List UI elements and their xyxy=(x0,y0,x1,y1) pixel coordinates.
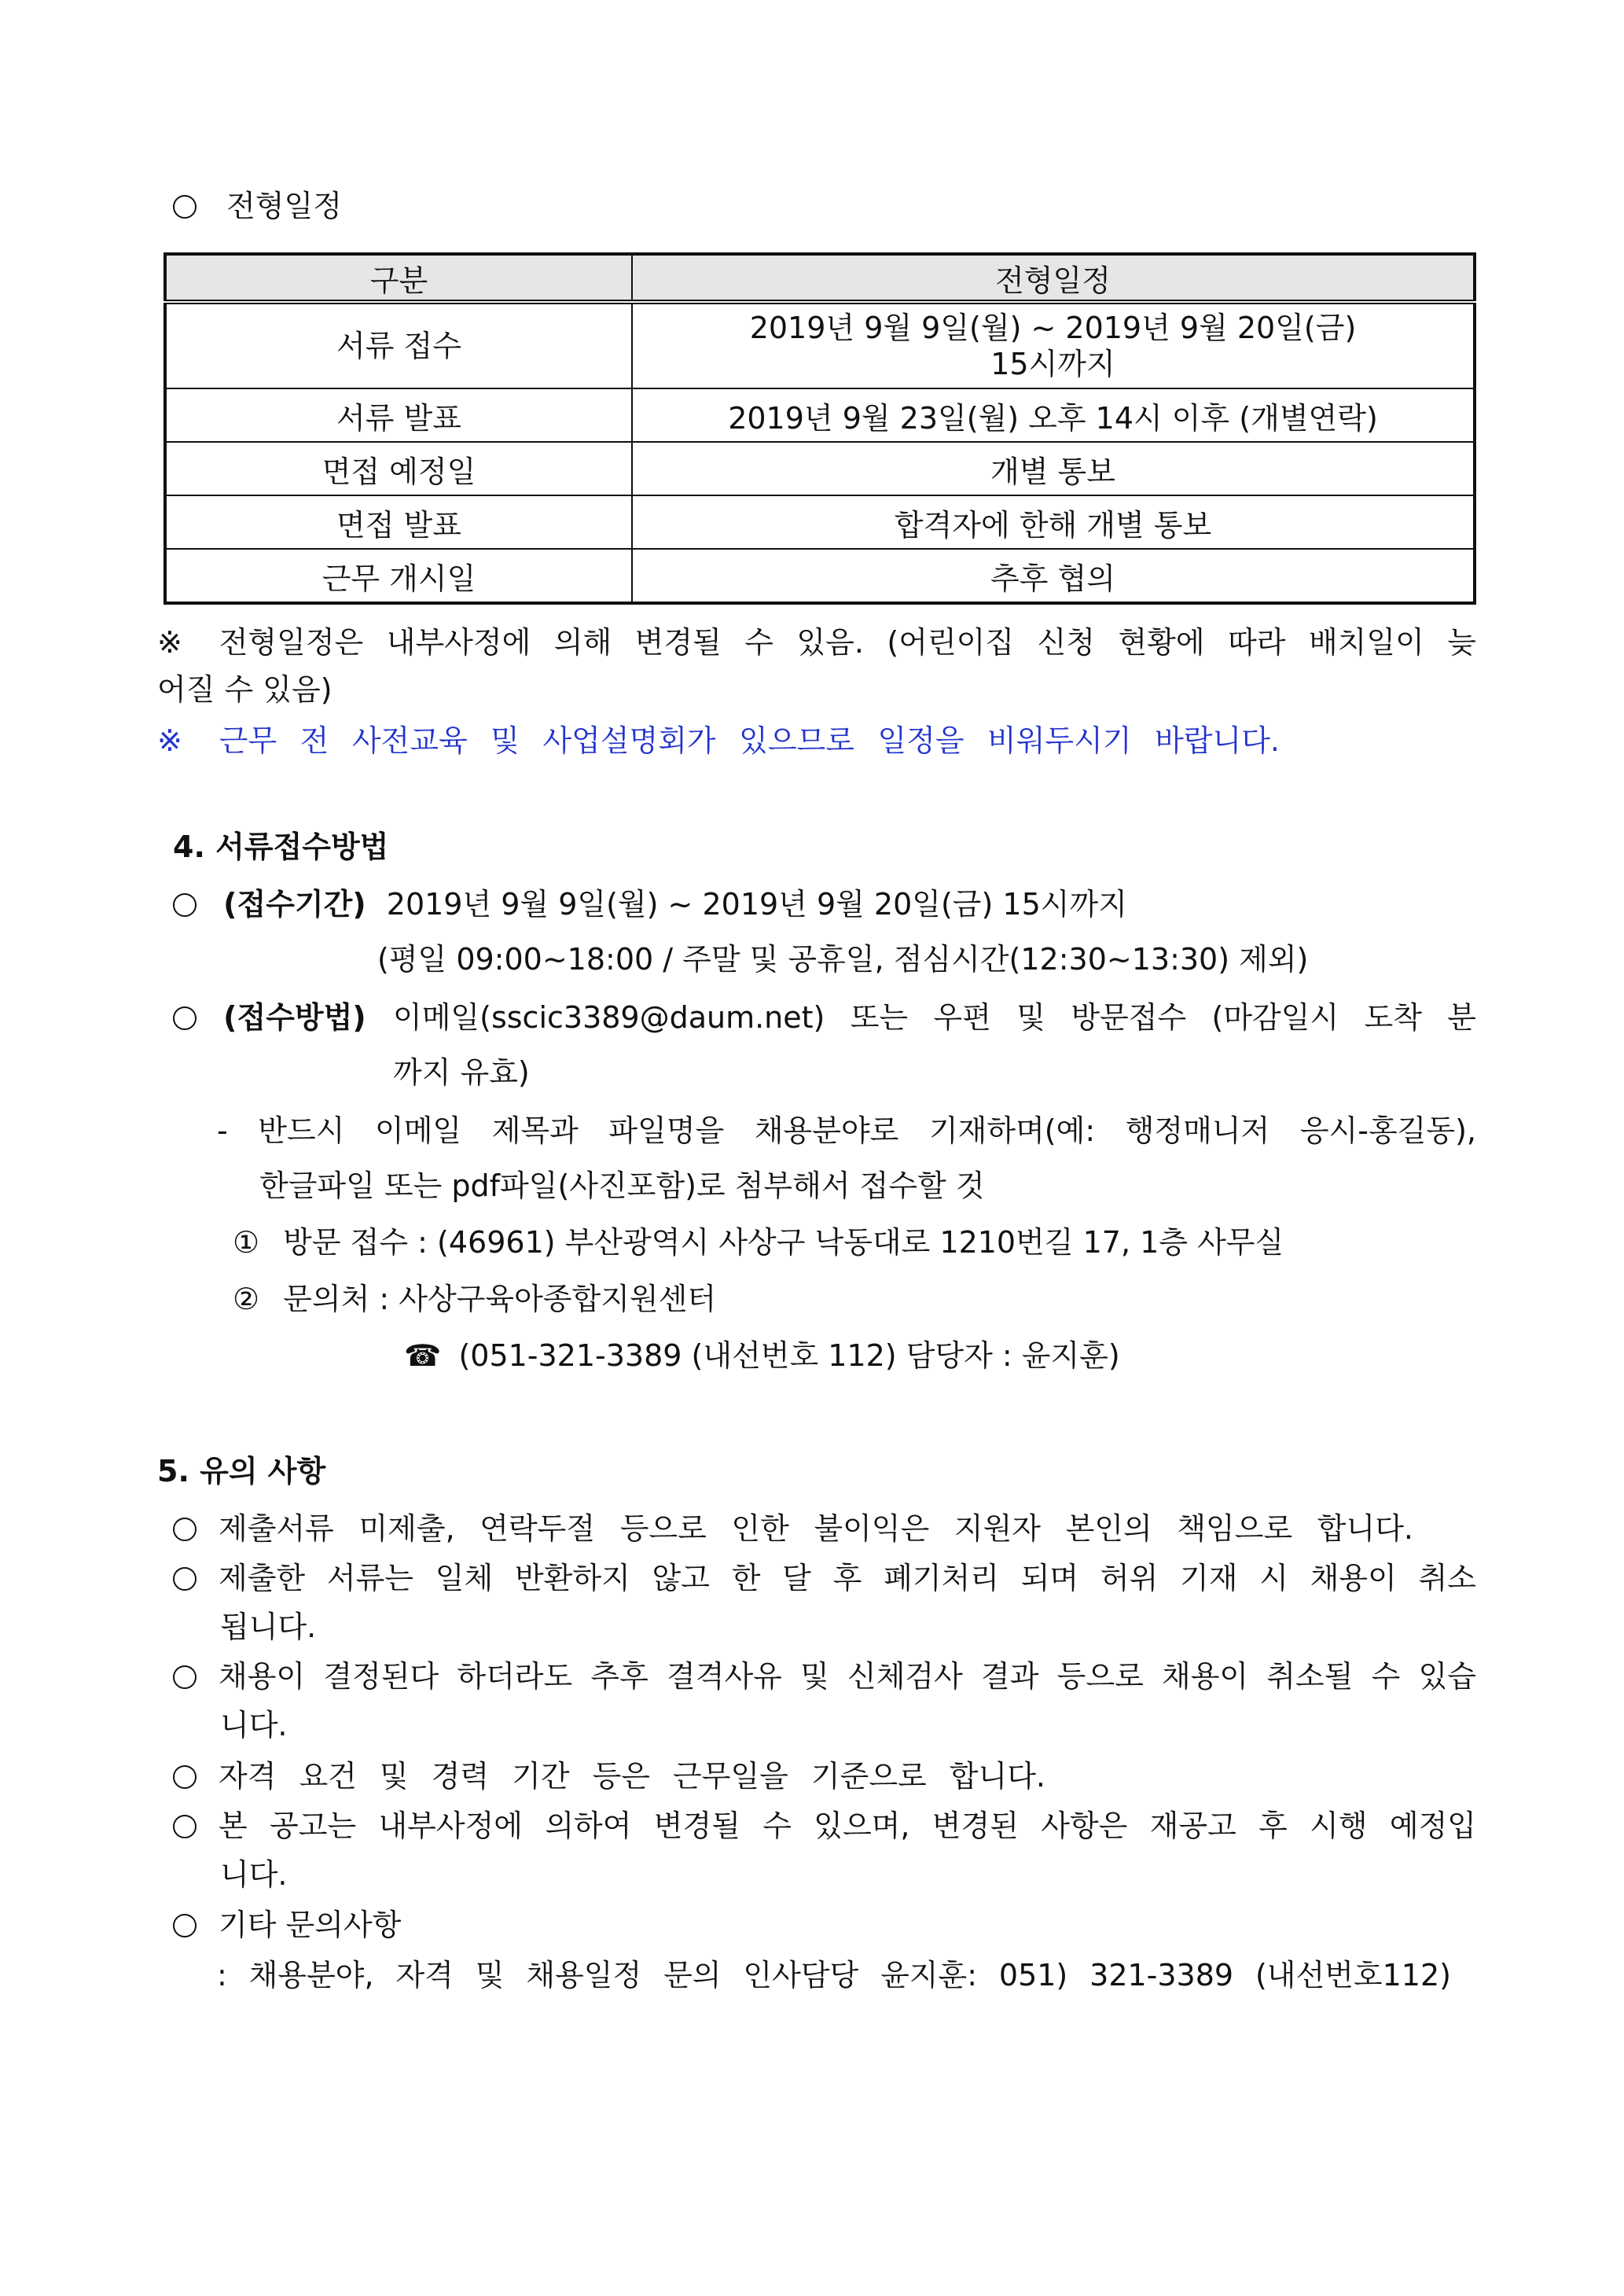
circle-bullet-icon xyxy=(173,1567,197,1591)
dash-instruction-cont: 한글파일 또는 pdf파일(사진포함)로 첨부해서 접수할 것 xyxy=(259,1168,985,1203)
circle-bullet-icon xyxy=(173,1006,197,1030)
table-cell-value-line: 2019년 9월 9일(월) ~ 2019년 9월 20일(금) xyxy=(749,311,1357,345)
contact-info xyxy=(233,1280,716,1318)
circle-bullet-icon xyxy=(173,893,197,917)
visit-info xyxy=(233,1223,1284,1261)
method-label: (접수방법) xyxy=(223,1000,366,1035)
list-item-cont: : 채용분야, 자격 및 채용일정 문의 인사담당 윤지훈: 051) 321-3389 (내선번호112) xyxy=(217,1958,1451,1992)
circle-bullet-icon xyxy=(173,1665,197,1689)
table-cell-label: 면접 발표 xyxy=(165,495,632,549)
table-cell-value-line: 15시까지 xyxy=(990,347,1115,381)
phone-text: (051-321-3389 (내선번호 112) 담당자 : 윤지훈) xyxy=(458,1338,1120,1373)
table-cell-label: 면접 예정일 xyxy=(165,442,632,495)
table-cell-value: 합격자에 한해 개별 통보 xyxy=(632,495,1475,549)
circled-one-icon: ① xyxy=(233,1225,260,1260)
table-row xyxy=(165,388,1475,442)
method-cont: 까지 유효) xyxy=(393,1055,530,1090)
table-row xyxy=(165,442,1475,495)
schedule-table xyxy=(164,252,1476,605)
list-item-cont: 니다. xyxy=(220,1708,288,1742)
dash-instruction: - 반드시 이메일 제목과 파일명을 채용분야로 기재하며(예: 행정매니저 응시-홍길동), xyxy=(217,1113,1476,1148)
list-item xyxy=(173,1757,197,1795)
contact-text: 문의처 : 사상구육아종합지원센터 xyxy=(283,1282,717,1316)
circle-bullet-icon xyxy=(173,1765,197,1789)
note-pre-training: ※ 근무 전 사전교육 및 사업설명회가 있으므로 일정을 비워두시기 바랍니다. xyxy=(157,723,1280,758)
note-schedule-change: ※ 전형일정은 내부사정에 의해 변경될 수 있음. (어린이집 신청 현황에 따라 배치일이 늦 xyxy=(157,625,1476,660)
section4-title: 4. 서류접수방법 xyxy=(173,830,389,864)
list-item-text: 자격 요건 및 경력 기간 등은 근무일을 기준으로 합니다. xyxy=(219,1759,1045,1794)
section5-title: 5. 유의 사항 xyxy=(157,1454,326,1488)
table-cell-label: 서류 발표 xyxy=(165,388,632,442)
period-label: (접수기간) xyxy=(223,887,366,922)
period-sub: (평일 09:00~18:00 / 주말 및 공휴일, 점심시간(12:30~13:30) 제외) xyxy=(377,942,1309,977)
list-item-text: 본 공고는 내부사정에 의하여 변경될 수 있으며, 변경된 사항은 재공고 후 시행 예정입 xyxy=(219,1808,1476,1843)
table-row xyxy=(165,302,1475,388)
method-text: 이메일(sscic3389@daum.net) 또는 우편 및 방문접수 (마감일시 도착 분 xyxy=(393,1000,1476,1035)
list-item xyxy=(173,1559,197,1597)
list-item-text: 제출서류 미제출, 연락두절 등으로 인한 불이익은 지원자 본인의 책임으로 합니다. xyxy=(219,1511,1413,1546)
circle-bullet-icon xyxy=(173,1518,197,1541)
list-item xyxy=(173,1807,197,1845)
table-header-schedule: 전형일정 xyxy=(632,254,1475,302)
note-schedule-change-cont: 어질 수 있음) xyxy=(157,672,333,707)
table-row xyxy=(165,549,1475,603)
list-item-text: 기타 문의사항 xyxy=(219,1908,402,1942)
list-item-text: 채용이 결정된다 하더라도 추후 결격사유 및 신체검사 결과 등으로 채용이 취소될 수 있습 xyxy=(219,1659,1476,1694)
table-header-row xyxy=(165,254,1475,302)
list-item xyxy=(173,1658,197,1695)
phone-info xyxy=(404,1337,1120,1374)
table-cell-label: 근무 개시일 xyxy=(165,549,632,603)
period-item xyxy=(173,885,1127,923)
table-cell-value: 개별 통보 xyxy=(632,442,1475,495)
list-item-text: 제출한 서류는 일체 반환하지 않고 한 달 후 폐기처리 되며 허위 기재 시 채용이 취소 xyxy=(219,1561,1476,1595)
table-row xyxy=(165,495,1475,549)
circle-bullet-icon xyxy=(173,1815,197,1838)
list-item xyxy=(173,1906,197,1944)
list-item-cont: 니다. xyxy=(220,1857,288,1892)
circle-bullet-icon xyxy=(173,195,197,219)
table-cell-value: 2019년 9월 23일(월) 오후 14시 이후 (개별연락) xyxy=(632,388,1475,442)
table-header-category: 구분 xyxy=(165,254,632,302)
schedule-heading: 전형일정 xyxy=(173,187,342,225)
phone-icon: ☎ xyxy=(404,1338,442,1373)
circle-bullet-icon xyxy=(173,1914,197,1937)
list-item-cont: 됩니다. xyxy=(220,1610,317,1644)
table-cell-value xyxy=(632,302,1475,388)
table-cell-label: 서류 접수 xyxy=(165,302,632,388)
table-cell-value: 추후 협의 xyxy=(632,549,1475,603)
period-text: 2019년 9월 9일(월) ~ 2019년 9월 20일(금) 15시까지 xyxy=(386,887,1127,922)
visit-text: 방문 접수 : (46961) 부산광역시 사상구 낙동대로 1210번길 17, 1층 사무실 xyxy=(283,1225,1284,1260)
circled-two-icon: ② xyxy=(233,1282,260,1316)
list-item xyxy=(173,1510,197,1547)
